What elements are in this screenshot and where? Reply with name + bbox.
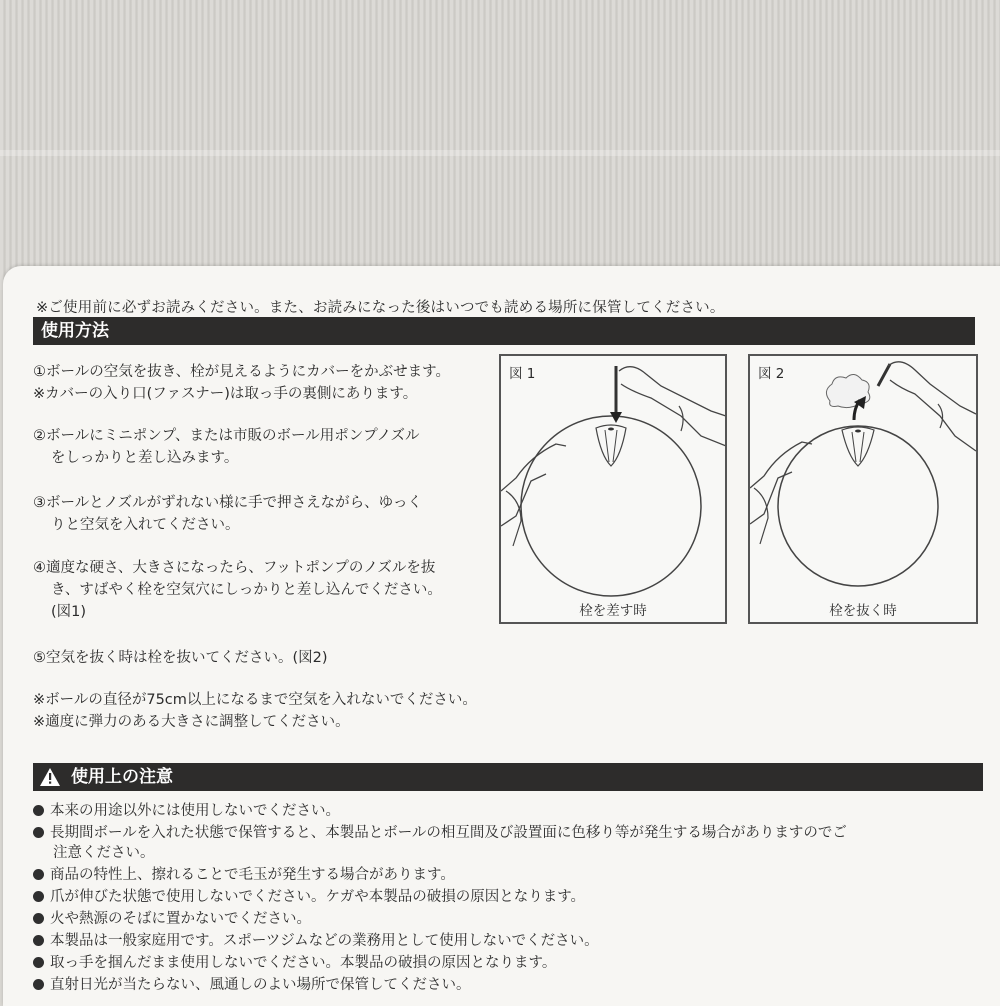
step-2-line2: をしっかりと差し込みます。 [51, 450, 239, 466]
figure-2-illustration [750, 356, 976, 622]
figure-1 [499, 354, 727, 624]
caution-item-3-text: 商品の特性上、擦れることで毛玉が発生する場合があります。 [50, 867, 455, 883]
caution-item-5 [33, 909, 311, 929]
figure-2-caption: 栓を抜く時 [829, 603, 897, 619]
step-5 [33, 647, 328, 669]
bullet-icon [33, 913, 44, 924]
bullet-icon [33, 979, 44, 990]
figure-1-label: 図 1 [509, 366, 536, 382]
top-note: ※ご使用前に必ずお読みください。また、お読みになった後はいつでも読める場所に保管してください。 [36, 300, 725, 316]
bullet-icon [33, 869, 44, 880]
section-caution-title: 使用上の注意 [71, 767, 173, 787]
step-5-line1: ⑤空気を抜く時は栓を抜いてください。(図2) [33, 650, 328, 666]
usage-note-1: ※ボールの直径が75cm以上になるまで空気を入れないでください。 [33, 692, 477, 708]
usage-notes [33, 689, 477, 733]
figure-1-illustration [501, 356, 725, 622]
caution-item-6-text: 本製品は一般家庭用です。スポーツジムなどの業務用として使用しないでください。 [50, 933, 599, 949]
section-usage-header [33, 317, 975, 345]
usage-note-2: ※適度に弾力のある大きさに調整してください。 [33, 714, 350, 730]
step-4 [33, 557, 442, 623]
step-1-line2: ※カバーの入り口(ファスナー)は取っ手の裏側にあります。 [33, 386, 418, 402]
section-caution-header [33, 763, 983, 791]
step-4-line1: ④適度な硬さ、大きさになったら、フットポンプのノズルを抜 [33, 560, 436, 576]
caution-item-4-text: 爪が伸びた状態で使用しないでください。ケガや本製品の破損の原因となります。 [50, 889, 586, 905]
step-3-line2: りと空気を入れてください。 [51, 517, 240, 533]
caution-item-2-text: 長期間ボールを入れた状態で保管すると、本製品とボールの相互間及び設置面に色移り等が発生する場合がありますのでご [50, 825, 847, 841]
section-usage-title: 使用方法 [41, 321, 109, 341]
step-1-line1: ①ボールの空気を抜き、栓が見えるようにカバーをかぶせます。 [33, 364, 450, 380]
figure-1-caption: 栓を差す時 [579, 603, 647, 619]
caution-item-7 [33, 953, 556, 973]
caution-item-2-text-cont: 注意ください。 [53, 845, 155, 861]
caution-item-1 [33, 801, 340, 821]
caution-item-5-text: 火や熱源のそばに置かないでください。 [50, 911, 311, 927]
figure-2 [748, 354, 978, 624]
caution-item-8 [33, 975, 471, 995]
caution-item-2 [33, 823, 847, 863]
figure-2-label: 図 2 [758, 366, 785, 382]
warning-triangle-icon [39, 767, 61, 787]
bullet-icon [33, 827, 44, 838]
step-3-line1: ③ボールとノズルがずれない様に手で押さえながら、ゆっく [33, 495, 422, 511]
caution-item-6 [33, 931, 599, 951]
bullet-icon [33, 957, 44, 968]
step-2 [33, 425, 420, 469]
bullet-icon [33, 805, 44, 816]
caution-item-3 [33, 865, 455, 885]
caution-item-8-text: 直射日光が当たらない、風通しのよい場所で保管してください。 [50, 977, 471, 993]
caution-item-4 [33, 887, 585, 907]
step-1 [33, 361, 450, 405]
step-3 [33, 492, 422, 536]
step-4-line2: き、すばやく栓を空気穴にしっかりと差し込んでください。 [51, 582, 442, 598]
caution-item-7-text: 取っ手を掴んだまま使用しないでください。本製品の破損の原因となります。 [50, 955, 557, 971]
step-4-line3: (図1) [51, 604, 87, 620]
fabric-background [0, 0, 1000, 290]
bullet-icon [33, 935, 44, 946]
bullet-icon [33, 891, 44, 902]
step-2-line1: ②ボールにミニポンプ、または市販のボール用ポンプノズル [33, 428, 420, 444]
caution-item-1-text: 本来の用途以外には使用しないでください。 [50, 803, 340, 819]
